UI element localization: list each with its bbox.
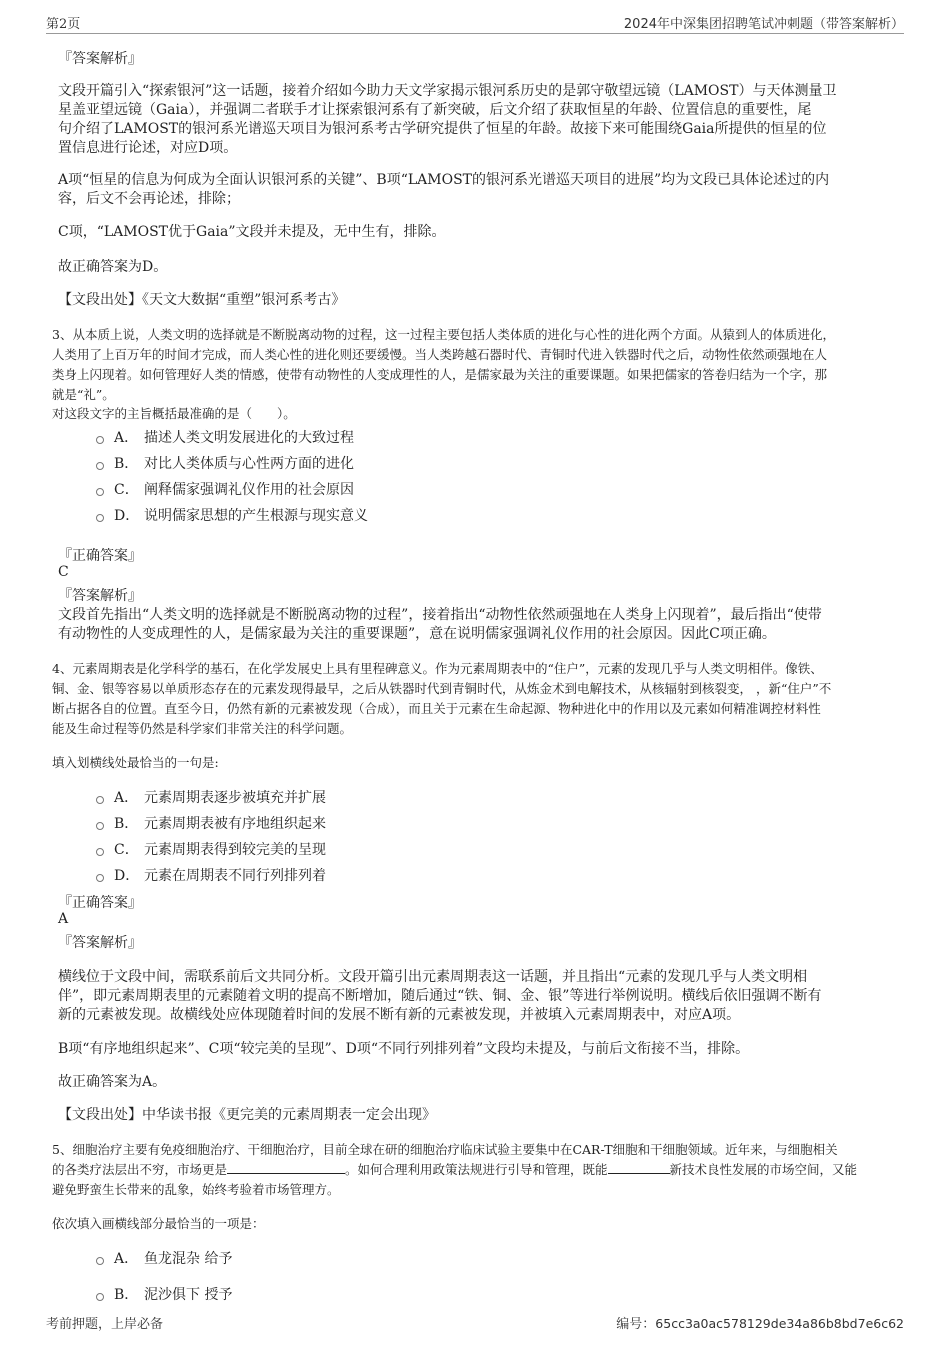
q4-answer: A bbox=[58, 911, 69, 927]
q2-analysis-line: A项“恒星的信息为何成为全面认识银河系的关键”、B项“LAMOST的银河系光谱巡天项目的进展”均为文段已具体论述过的内 bbox=[58, 172, 830, 188]
q5-stem-line: 的各类疗法层出不穷，市场更是 。如何合理利用政策法规进行引导和管理，既能 新技术良性发展的市场空间，又能 bbox=[52, 1162, 858, 1177]
q3-analysis-line: 文段首先指出“人类文明的选择就是不断脱离动物的过程”，接着指出“动物性依然顽强地在人类身上闪现着”，最后指出“使带 bbox=[58, 607, 822, 623]
q3-stem-line: 类身上闪现着。如何管理好人类的情感，使带有动物性的人变成理性的人，是儒家最为关注的重要课题。如果把儒家的答卷归结为一个字，那 bbox=[52, 367, 828, 382]
radio-icon[interactable] bbox=[96, 1257, 104, 1265]
blank-1 bbox=[227, 1161, 345, 1174]
page-number: 第2页 bbox=[46, 17, 81, 32]
q3-stem-line: 就是“礼”。 bbox=[52, 387, 115, 402]
q3-option-c[interactable]: C． 阐释儒家强调礼仪作用的社会原因 bbox=[96, 479, 354, 499]
blank-2 bbox=[608, 1161, 670, 1174]
q4-option-d[interactable]: D． 元素在周期表不同行列排列着 bbox=[96, 865, 326, 885]
q2-answer-line: 故正确答案为D。 bbox=[58, 259, 168, 275]
q4-option-c[interactable]: C． 元素周期表得到较完美的呈现 bbox=[96, 839, 326, 859]
q2-analysis-line: 句介绍了LAMOST的银河系光谱巡天项目为银河系考古学研究提供了恒星的年龄。故接下来可能围绕Gaia所提供的恒星的位 bbox=[58, 121, 827, 137]
radio-icon[interactable] bbox=[96, 488, 104, 496]
radio-icon[interactable] bbox=[96, 436, 104, 444]
q2-analysis-line: 文段开篇引入“探索银河”这一话题，接着介绍如今助力天文学家揭示银河系历史的是郭守敬望远镜（LAMOST）与天体测量卫 bbox=[58, 83, 837, 99]
q4-analysis-line: 新的元素被发现。故横线处应体现随着时间的发展不断有新的元素被发现，并被填入元素周期表中，对应A项。 bbox=[58, 1007, 741, 1023]
radio-icon[interactable] bbox=[96, 462, 104, 470]
radio-icon[interactable] bbox=[96, 514, 104, 522]
q4-analysis-heading: 『答案解析』 bbox=[58, 935, 142, 951]
q3-option-b[interactable]: B． 对比人类体质与心性两方面的进化 bbox=[96, 453, 354, 473]
q2-source: 【文段出处】《天文大数据“重塑”银河系考古》 bbox=[58, 292, 346, 308]
q2-analysis-line: 置信息进行论述，对应D项。 bbox=[58, 140, 238, 156]
q3-answer-heading: 『正确答案』 bbox=[58, 548, 142, 564]
radio-icon[interactable] bbox=[96, 1293, 104, 1301]
q2-analysis-line: 容，后文不会再论述，排除； bbox=[58, 191, 240, 207]
q4-answer-line: 故正确答案为A。 bbox=[58, 1074, 167, 1090]
q3-stem-line: 3、从本质上说，人类文明的选择就是不断脱离动物的过程，这一过程主要包括人类体质的进化与心性的进化两个方面。从猿到人的体质进化， bbox=[52, 327, 835, 342]
q4-stem-line: 能及生命过程等仍然是科学家们非常关注的科学问题。 bbox=[52, 721, 353, 736]
q3-option-d[interactable]: D． 说明儒家思想的产生根源与现实意义 bbox=[96, 505, 368, 525]
q4-stem-line: 断占据各自的位置。直至今日，仍然有新的元素被发现（合成），而且关于元素在生命起源、物种进化中的作用以及元素如何精准调控材料性 bbox=[52, 701, 821, 716]
q5-option-b[interactable]: B． 泥沙俱下 授予 bbox=[96, 1284, 232, 1304]
radio-icon[interactable] bbox=[96, 874, 104, 882]
footer-slogan: 考前押题，上岸必备 bbox=[46, 1317, 164, 1332]
q5-stem-line: 5、细胞治疗主要有免疫细胞治疗、干细胞治疗，目前全球在研的细胞治疗临床试验主要集中在CAR-T细胞和干细胞领域。近年来，与细胞相关 bbox=[52, 1142, 838, 1157]
q3-analysis-line: 有动物性的人变成理性的人，是儒家最为关注的重要课题”，意在说明儒家强调礼仪作用的社会原因。因此C项正确。 bbox=[58, 626, 776, 642]
document-code: 编号：65cc3a0ac578129de34a86b8bd7e6c62 bbox=[616, 1316, 904, 1332]
page-header bbox=[46, 13, 904, 34]
q2-analysis-line: C项，“LAMOST优于Gaia”文段并未提及，无中生有，排除。 bbox=[58, 224, 446, 240]
q4-stem-line: 4、元素周期表是化学科学的基石，在化学发展史上具有里程碑意义。作为元素周期表中的“住户”，元素的发现几乎与人类文明相伴。像铁、 bbox=[52, 661, 823, 676]
q4-option-a[interactable]: A． 元素周期表逐步被填充并扩展 bbox=[96, 787, 326, 807]
q3-analysis-heading: 『答案解析』 bbox=[58, 588, 142, 604]
q5-stem-line: 避免野蛮生长带来的乱象，始终考验着市场管理方。 bbox=[52, 1182, 340, 1197]
document-title: 2024年中深集团招聘笔试冲刺题（带答案解析） bbox=[623, 17, 904, 32]
q4-analysis-line: B项“有序地组织起来”、C项“较完美的呈现”、D项“不同行列排列着”文段均未提及，与前后文衔接不当，排除。 bbox=[58, 1041, 750, 1057]
q2-analysis-line: 星盖亚望远镜（Gaia），并强调二者联手才让探索银河系有了新突破，后文介绍了获取恒星的年龄、位置信息的重要性，尾 bbox=[58, 102, 812, 118]
q4-analysis-line: 伴”，即元素周期表里的元素随着文明的提高不断增加，随后通过“铁、铜、金、银”等进行举例说明。横线后依旧强调不断有 bbox=[58, 988, 822, 1004]
q3-question: 对这段文字的主旨概括最准确的是（ ）。 bbox=[52, 406, 296, 421]
q4-source: 【文段出处】中华读书报《更完美的元素周期表一定会出现》 bbox=[58, 1107, 436, 1123]
q2-analysis-heading: 『答案解析』 bbox=[58, 51, 142, 67]
radio-icon[interactable] bbox=[96, 848, 104, 856]
q4-analysis-line: 横线位于文段中间，需联系前后文共同分析。文段开篇引出元素周期表这一话题，并且指出“元素的发现几乎与人类文明相 bbox=[58, 969, 808, 985]
q4-option-b[interactable]: B． 元素周期表被有序地组织起来 bbox=[96, 813, 326, 833]
page-footer bbox=[46, 1313, 904, 1332]
q5-option-a[interactable]: A． 鱼龙混杂 给予 bbox=[96, 1248, 232, 1268]
q4-answer-heading: 『正确答案』 bbox=[58, 895, 142, 911]
q4-stem-line: 铜、金、银等容易以单质形态存在的元素发现得最早，之后从铁器时代到青铜时代，从炼金术到电解技术，从核辐射到核裂变， ，新“住户”不 bbox=[52, 681, 832, 696]
q4-prompt: 填入划横线处最恰当的一句是: bbox=[52, 755, 219, 770]
radio-icon[interactable] bbox=[96, 796, 104, 804]
q3-answer: C bbox=[58, 564, 69, 580]
q3-option-a[interactable]: A． 描述人类文明发展进化的大致过程 bbox=[96, 427, 354, 447]
q5-prompt: 依次填入画横线部分最恰当的一项是： bbox=[52, 1216, 265, 1231]
radio-icon[interactable] bbox=[96, 822, 104, 830]
q3-stem-line: 人类用了上百万年的时间才完成，而人类心性的进化则还要缓慢。当人类跨越石器时代、青铜时代进入铁器时代之后，动物性依然顽强地在人 bbox=[52, 347, 828, 362]
